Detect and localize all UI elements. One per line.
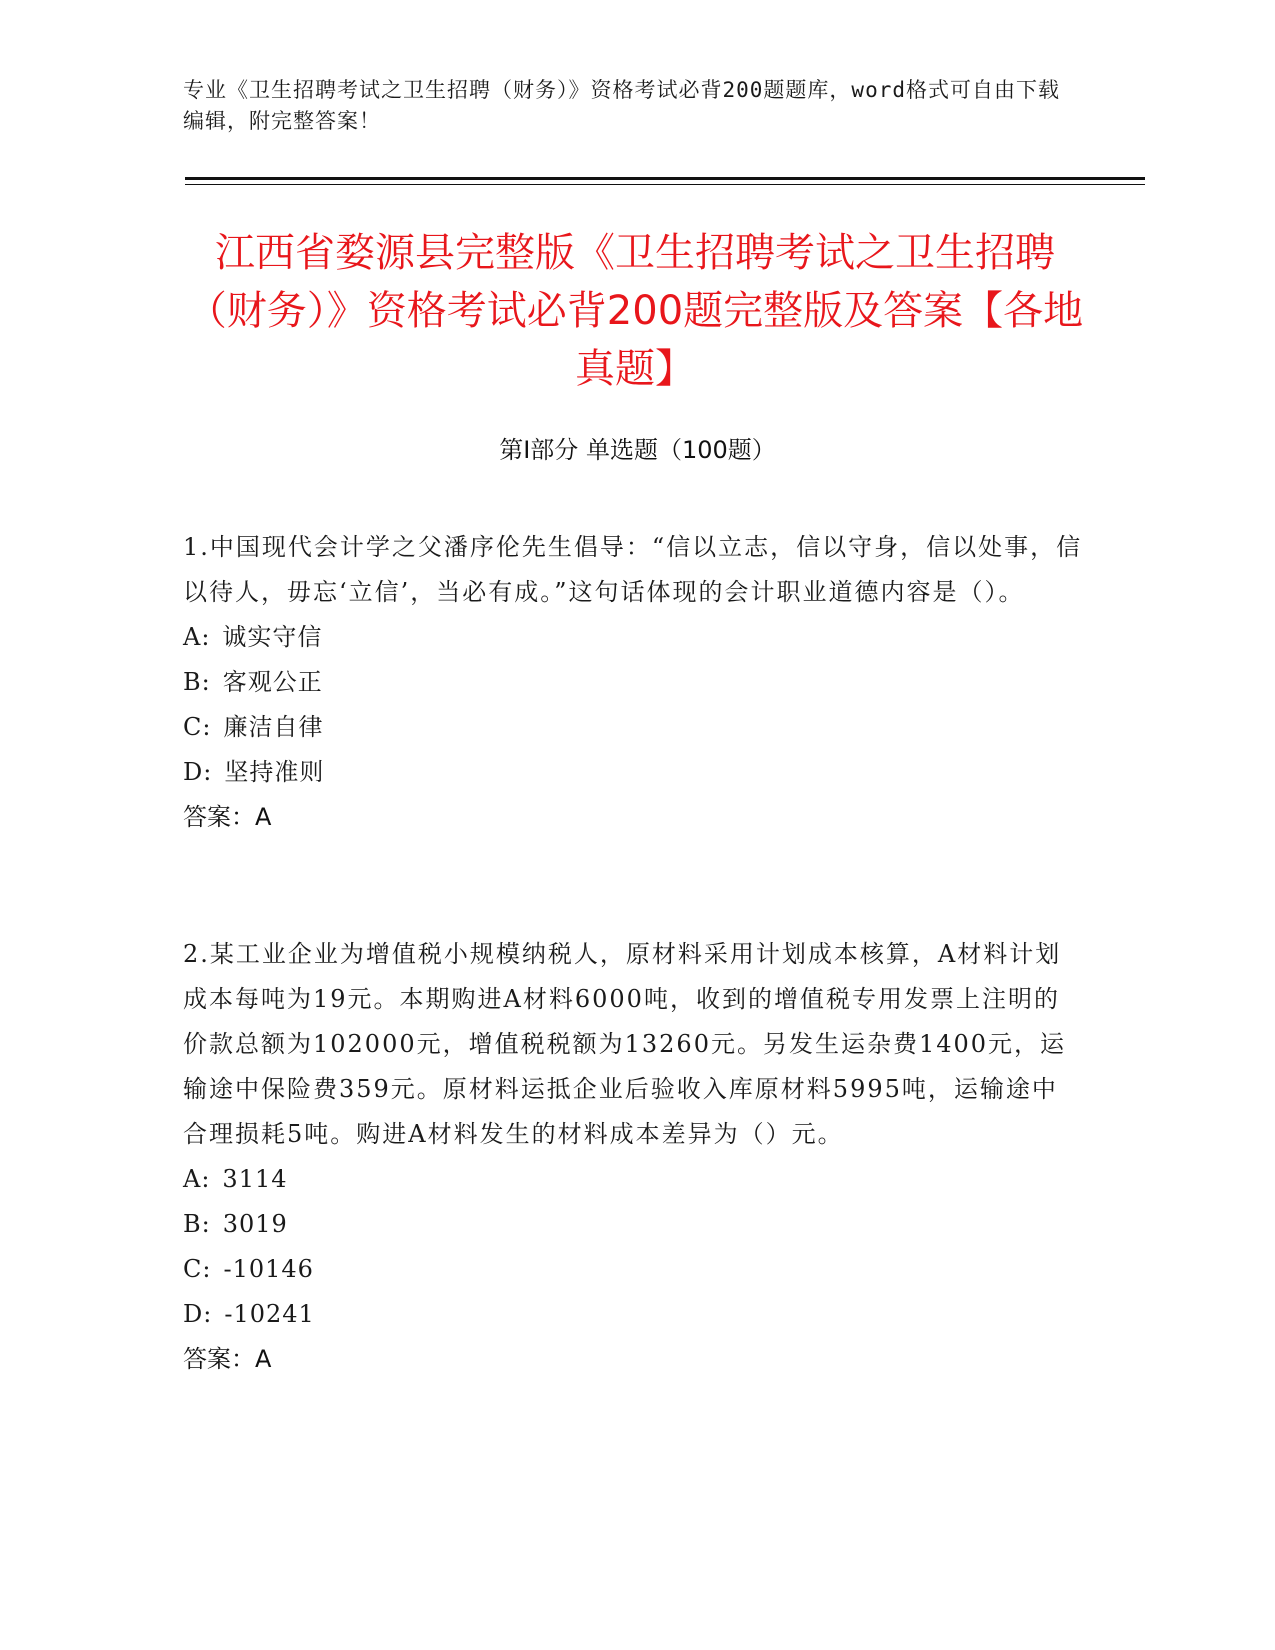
question-1 — [183, 525, 1083, 840]
header-note: 专业《卫生招聘考试之卫生招聘（财务）》资格考试必背200题题库，word格式可自由下载编辑，附完整答案！ — [183, 78, 1060, 133]
option-letter: A: — [183, 623, 211, 651]
option-letter: D: — [183, 1300, 213, 1328]
option-d — [183, 750, 1083, 795]
question-stem: 2.某工业企业为增值税小规模纳税人，原材料采用计划成本核算，A材料计划成本每吨为19元。本期购进A材料6000吨，收到的增值税专用发票上注明的价款总额为102000元，增值税税额为13260元。另发生运杂费1400元，运输途中保险费359元。原材料运抵企业后验收入库原材料5995吨，运输途中合理损耗5吨。购进A材料发生的材料成本差异为（）元。 — [183, 940, 1067, 1148]
option-d — [183, 1292, 1083, 1337]
question-2 — [183, 932, 1083, 1382]
answer-value: A — [255, 803, 272, 831]
option-c — [183, 705, 1083, 750]
answer-line — [183, 1337, 1083, 1382]
option-b — [183, 660, 1083, 705]
header-rule-thin — [185, 184, 1145, 185]
option-letter: C: — [183, 1255, 212, 1283]
option-letter: C: — [183, 713, 212, 741]
option-a — [183, 615, 1083, 660]
option-text: 3114 — [222, 1165, 288, 1193]
option-letter: B: — [183, 1210, 211, 1238]
document-title: 江西省婺源县完整版《卫生招聘考试之卫生招聘（财务）》资格考试必背200题完整版及答案【各地真题】 — [186, 230, 1084, 392]
option-c — [183, 1247, 1083, 1292]
answer-label: 答案： — [183, 803, 255, 831]
option-a — [183, 1157, 1083, 1202]
option-b — [183, 1202, 1083, 1247]
header-rule-thick — [185, 177, 1145, 180]
answer-label: 答案： — [183, 1345, 255, 1373]
option-letter: A: — [183, 1165, 211, 1193]
answer-value: A — [255, 1345, 272, 1373]
option-letter: D: — [183, 758, 213, 786]
answer-line — [183, 795, 1083, 840]
option-text: 诚实守信 — [222, 623, 323, 651]
option-text: 廉洁自律 — [223, 713, 324, 741]
option-text: 客观公正 — [222, 668, 323, 696]
option-text: 3019 — [222, 1210, 288, 1238]
option-letter: B: — [183, 668, 211, 696]
option-text: -10146 — [223, 1255, 314, 1283]
option-text: -10241 — [224, 1300, 315, 1328]
section-heading: 第Ⅰ部分 单选题（100题） — [499, 436, 776, 464]
option-text: 坚持准则 — [224, 758, 325, 786]
question-stem: 1.中国现代会计学之父潘序伦先生倡导：“信以立志，信以守身，信以处事，信以待人，毋忘‘立信’，当必有成。”这句话体现的会计职业道德内容是（）。 — [183, 533, 1083, 606]
